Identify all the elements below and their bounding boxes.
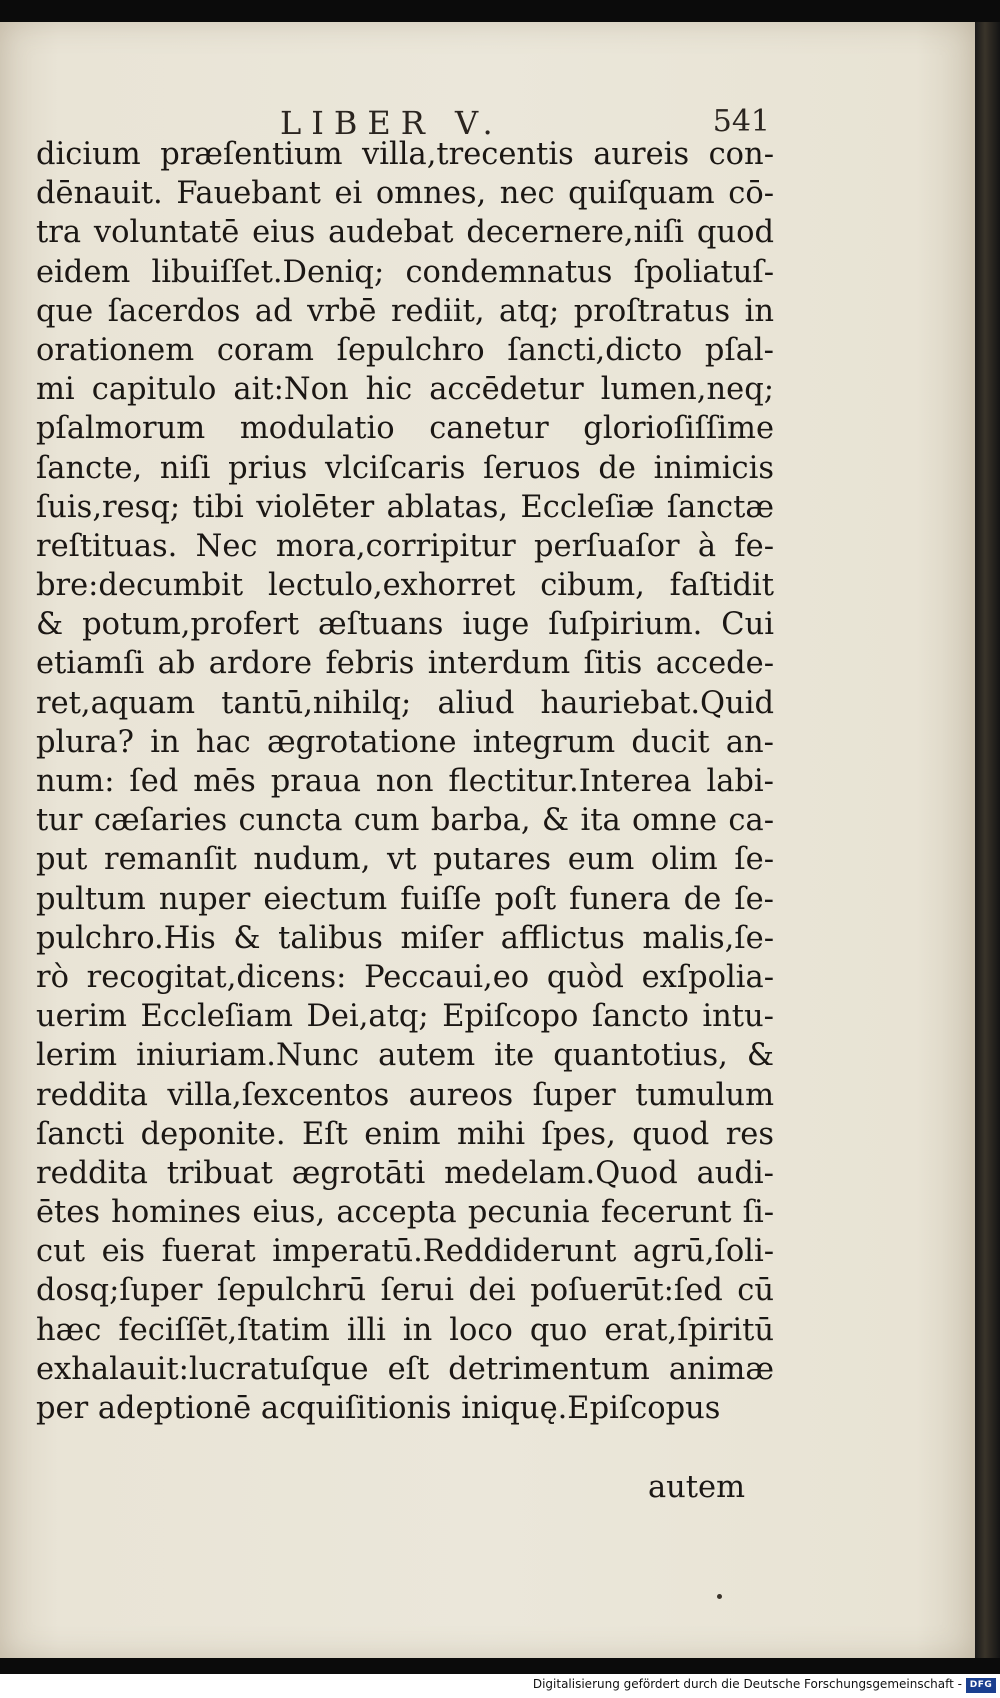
text-line: pultum nuper eiectum fuiſſe poſt funera de ſe- bbox=[36, 881, 774, 917]
text-line: uerim Eccleſiam Dei,atq; Epiſcopo ſancto intu- bbox=[36, 999, 774, 1035]
dfg-logo-icon: DFG bbox=[966, 1678, 996, 1693]
footer-bar bbox=[0, 1674, 1000, 1698]
digitization-credit: Digitalisierung gefördert durch die Deutsche Forschungsgemeinschaft - bbox=[532, 1677, 962, 1691]
text-line: plura? in hac ægrotatione integrum ducit an- bbox=[36, 724, 774, 760]
text-line: ſancte, niſi prius vlciſcaris ſeruos de inimicis bbox=[36, 450, 774, 486]
text-line: eidem libuiſſet.Deniq; condemnatus ſpoliatuſ- bbox=[36, 254, 774, 290]
text-line: dosq;ſuper ſepulchrū ſerui dei poſuerūt:ſed cū bbox=[36, 1273, 774, 1309]
text-line: mi capitulo ait:Non hic accēdetur lumen,neq; bbox=[36, 372, 774, 408]
text-line: ētes homines eius, accepta pecunia fecerunt ſi- bbox=[36, 1195, 774, 1231]
text-line: hæc feciſſēt,ſtatim illi in loco quo erat,ſpiritū bbox=[36, 1312, 774, 1348]
text-line: ſancti deponite. Eſt enim mihi ſpes, quod res bbox=[36, 1116, 774, 1152]
text-line: reddita villa,ſexcentos aureos ſuper tumulum bbox=[36, 1077, 774, 1113]
text-line: put remanſit nudum, vt putares eum olim ſe- bbox=[36, 842, 774, 878]
text-line: cut eis fuerat imperatū.Reddiderunt agrū,ſoli- bbox=[36, 1234, 774, 1270]
text-line: per adeptionē acquiſitionis iniquę.Epiſcopus bbox=[36, 1391, 721, 1426]
text-line: reddita tribuat ægrotāti medelam.Quod audi- bbox=[36, 1155, 774, 1191]
running-head: LIBER V. bbox=[280, 104, 503, 142]
text-line: tra voluntatē eius audebat decernere,niſi quod bbox=[36, 215, 774, 251]
body-text bbox=[36, 135, 774, 1428]
text-line: & potum,profert æſtuans iuge ſuſpirium. Cui bbox=[36, 607, 774, 643]
text-line: dicium præſentium villa,trecentis aureis con- bbox=[36, 137, 774, 172]
page-edge bbox=[975, 22, 1000, 1658]
text-line: bre:decumbit lectulo,exhorret cibum, faſtidit bbox=[36, 568, 774, 604]
text-line: ſuis,resq; tibi violēter ablatas, Eccleſiæ ſanctæ bbox=[36, 489, 774, 525]
page-number: 541 bbox=[712, 104, 770, 139]
text-line: etiamſi ab ardore febris interdum ſitis accede- bbox=[36, 646, 774, 682]
text-line: reſtituas. Nec mora,corripitur perſuaſor à fe- bbox=[36, 528, 774, 564]
text-line: tur cæſaries cuncta cum barba, & ita omne ca- bbox=[36, 803, 774, 839]
text-line: pulchro.His & talibus miſer afflictus malis,ſe- bbox=[36, 920, 774, 956]
catchword: autem bbox=[647, 1470, 745, 1505]
text-line: que ſacerdos ad vrbē rediit, atq; proſtratus in bbox=[36, 293, 774, 329]
ink-speck bbox=[717, 1594, 722, 1599]
text-line: lerim iniuriam.Nunc autem ite quantotius, & bbox=[36, 1038, 774, 1074]
text-line: dēnauit. Fauebant ei omnes, nec quiſquam cō- bbox=[36, 176, 774, 212]
text-line: pſalmorum modulatio canetur glorioſiſſime bbox=[36, 411, 774, 447]
text-line: ret,aquam tantū,nihilq; aliud hauriebat.Quid bbox=[36, 685, 774, 721]
text-line: orationem coram ſepulchro ſancti,dicto pſal- bbox=[36, 332, 774, 368]
text-line: exhalauit:lucratuſque eſt detrimentum animæ bbox=[36, 1351, 774, 1387]
text-line: rò recogitat,dicens: Peccaui,eo quòd exſpolia- bbox=[36, 959, 774, 995]
text-line: num: ſed mēs praua non flectitur.Interea labi- bbox=[36, 764, 774, 799]
